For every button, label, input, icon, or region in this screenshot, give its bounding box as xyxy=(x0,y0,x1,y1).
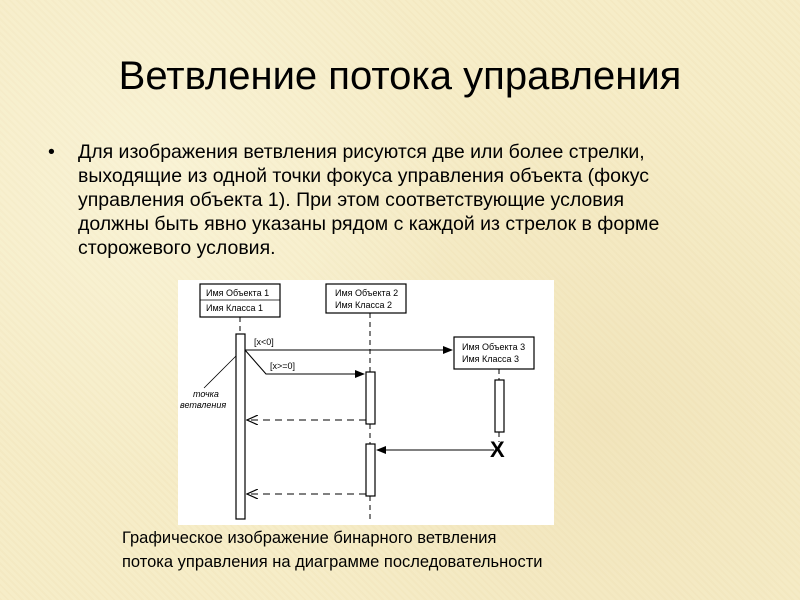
object-3-activation xyxy=(495,380,504,432)
bullet-line: выходящие из одной точки фокуса управления объекта (фокус xyxy=(78,165,650,187)
object-1-activation xyxy=(236,334,245,519)
guard-label-1: [x<0] xyxy=(254,337,274,347)
slide-title: Ветвление потока управления xyxy=(118,54,682,98)
object-1-class: Имя Класса 1 xyxy=(206,303,264,313)
object-3 xyxy=(454,337,534,369)
object-3-name: Имя Объекта 3 xyxy=(462,342,526,352)
bullet-text xyxy=(78,140,748,260)
destroy-mark: X xyxy=(490,437,505,462)
guard-label-2: [x>=0] xyxy=(270,361,296,371)
bullet-line: управления объекта 1). При этом соответствующие условия xyxy=(78,189,625,211)
branch-arrow-2 xyxy=(245,350,364,374)
object-1 xyxy=(200,284,280,317)
object-2-activation-1 xyxy=(366,372,375,424)
branch-pointer-line xyxy=(204,356,236,388)
object-3-class: Имя Класса 3 xyxy=(462,354,520,364)
object-1-name: Имя Объекта 1 xyxy=(206,288,270,298)
bullet-line: сторожевого условия. xyxy=(78,237,276,259)
diagram-caption xyxy=(122,526,682,574)
bullet-marker: • xyxy=(48,141,55,163)
object-2-class: Имя Класса 2 xyxy=(335,300,393,310)
bullet-line: Для изображения ветвления рисуются две или более стрелки, xyxy=(78,141,645,163)
bullet-paragraph xyxy=(48,140,748,260)
branch-label-line1: точка xyxy=(193,389,219,399)
branch-label-line2: ветвления xyxy=(180,400,227,410)
object-2 xyxy=(326,284,406,313)
sequence-diagram-svg xyxy=(178,280,554,525)
object-2-activation-2 xyxy=(366,444,375,496)
bullet-line: должны быть явно указаны рядом с каждой из стрелок в форме xyxy=(78,213,660,235)
object-2-name: Имя Объекта 2 xyxy=(335,288,399,298)
sequence-diagram xyxy=(178,280,554,525)
caption-line: Графическое изображение бинарного ветвления xyxy=(122,529,497,547)
caption-line: потока управления на диаграмме последовательности xyxy=(122,553,543,571)
